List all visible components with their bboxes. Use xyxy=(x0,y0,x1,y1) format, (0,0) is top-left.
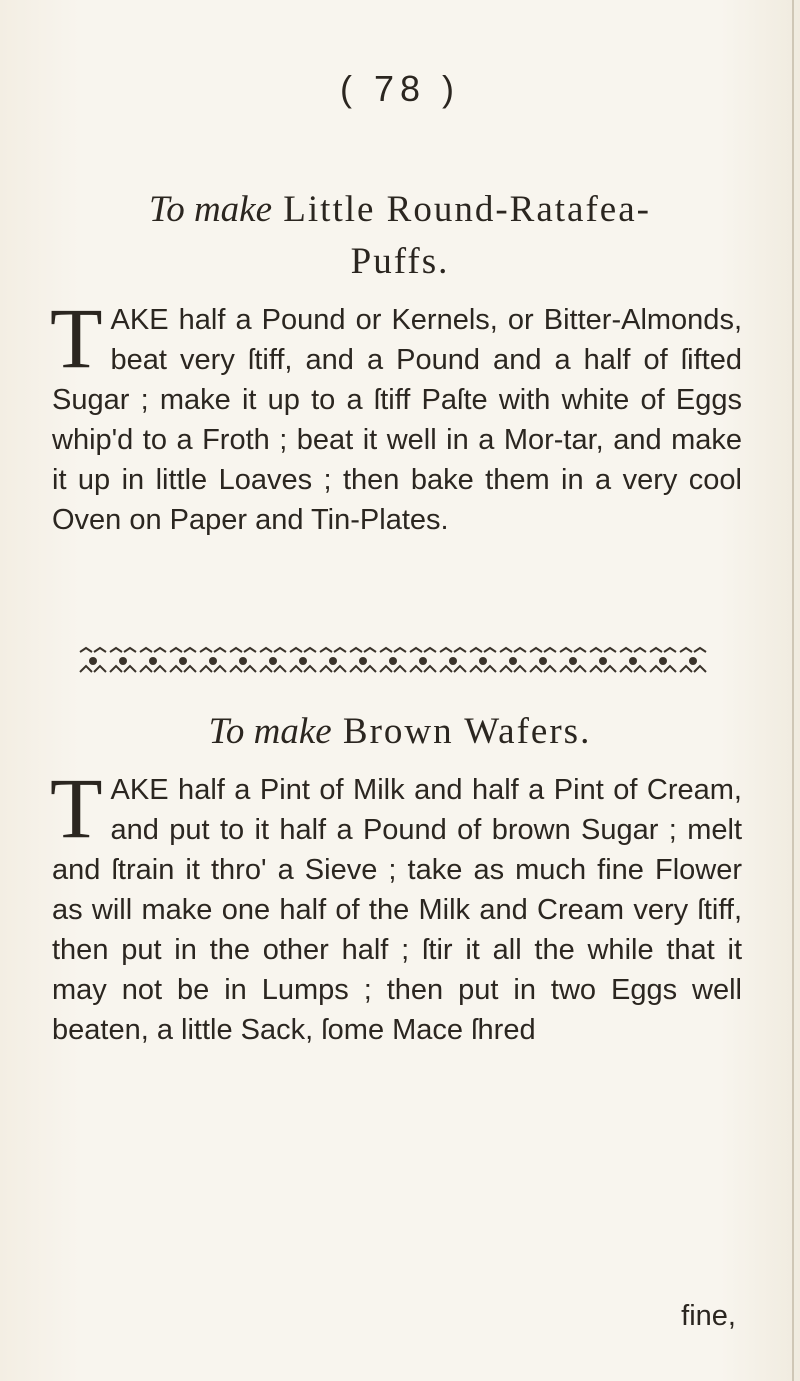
recipe1-body xyxy=(50,290,742,540)
recipe1-title xyxy=(0,188,800,231)
recipe2-text: AKE half a Pint of Milk and half a Pint of Cream, and put to it half a Pound of brown Sugar ; melt and ſtrain it thro' a Sieve ; take as much fine Flower as will make one half of the Milk and Cream very ſtiff, then put in the other half ; ſtir it all the while that it may not be in Lumps ; then put in two Eggs well beaten, a little Sack, ſome Mace ſhred xyxy=(52,774,742,1046)
page-number: ( 78 ) xyxy=(339,68,461,109)
recipe1-title-line1: Little Round-Ratafea- xyxy=(283,189,651,230)
recipe2-title-prefix: To make xyxy=(208,711,332,752)
recipe2-body xyxy=(50,760,742,1050)
recipe1-dropcap: T xyxy=(50,290,103,386)
catchword: fine, xyxy=(681,1300,736,1332)
ornament-divider xyxy=(78,646,708,676)
recipe1-title-prefix: To make xyxy=(149,189,273,230)
recipe2-dropcap: T xyxy=(50,760,103,856)
recipe2-title xyxy=(0,710,800,753)
recipe1-title-line2: Puffs. xyxy=(350,241,450,282)
recipe2-title-text: Brown Wafers. xyxy=(342,711,592,752)
recipe1-text: AKE half a Pound or Kernels, or Bitter-Almonds, beat very ſtiff, and a Pound and a half of ſifted Sugar ; make it up to a ſtiff Paſte with white of Eggs whip'd to a Froth ; beat it well in a Mor-tar, and make it up in little Loaves ; then bake them in a very cool Oven on Paper and Tin-Plates. xyxy=(52,304,742,536)
